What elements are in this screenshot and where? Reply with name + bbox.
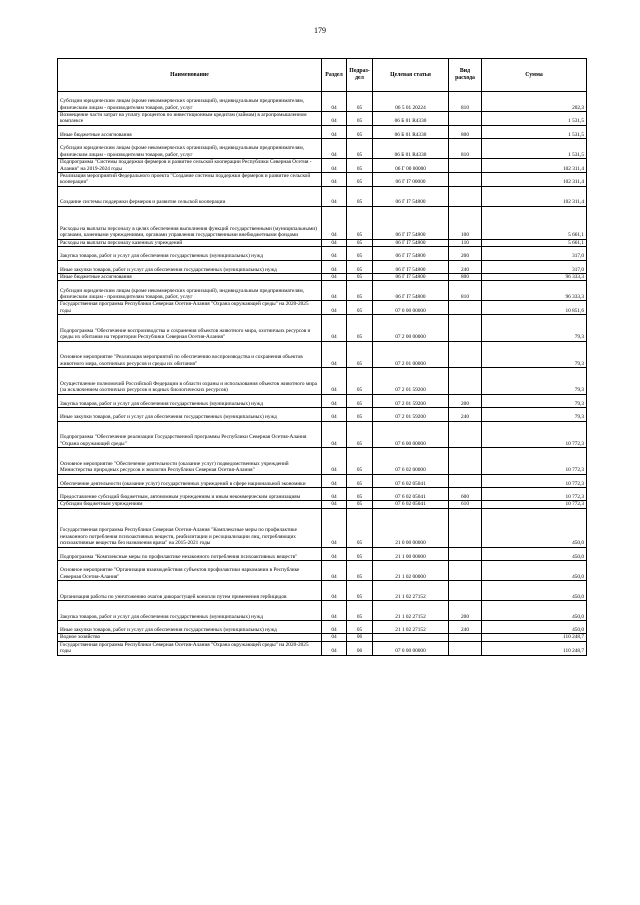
cell-name: Основное мероприятие "Организация взаимодействия субъектов профилактики наркомании в Республике Северная Осетия-Алания" <box>58 561 322 581</box>
cell-target: 06 Г I7 54800 <box>373 186 449 206</box>
cell-expense-type: 200 <box>449 247 482 260</box>
cell-target: 07 2 00 00000 <box>373 315 449 342</box>
cell-section: 04 <box>322 487 347 500</box>
cell-expense-type: 600 <box>449 487 482 500</box>
cell-subsection: 05 <box>347 601 373 621</box>
cell-amount: 317,0 <box>482 260 587 273</box>
cell-expense-type <box>449 112 482 126</box>
cell-subsection: 05 <box>347 581 373 601</box>
cell-expense-type: 100 <box>449 206 482 239</box>
cell-target: 07 2 01 59200 <box>373 394 449 407</box>
cell-subsection: 06 <box>347 634 373 641</box>
cell-name: Подпрограмма "Обеспечение воспроизводства и сохранения объектов животного мира, охотничьих ресурсов и среды их обитания на территории Республики Северная Осетия-Алания" <box>58 315 322 342</box>
table-row <box>58 315 587 342</box>
cell-subsection: 05 <box>347 474 373 487</box>
cell-name: Субсидии юридическим лицам (кроме некоммерческих организаций), индивидуальным предпринимателям, физическим лицам - производителям товаров, работ, услуг <box>58 281 322 301</box>
cell-section: 04 <box>322 634 347 641</box>
cell-name: Подпрограмма "Обеспечение реализации Государственной программы Республики Северная Осетия-Алания "Охрана окружающей среды" <box>58 421 322 448</box>
cell-section: 04 <box>322 508 347 547</box>
table-row <box>58 341 587 368</box>
cell-name: Подпрограмма "Комплексные меры по профилактике незаконного потребления психоактивных веществ" <box>58 547 322 560</box>
cell-amount: 1 531,5 <box>482 139 587 159</box>
cell-expense-type <box>449 301 482 315</box>
cell-amount: 10 772,3 <box>482 474 587 487</box>
table-row <box>58 186 587 206</box>
table-row <box>58 260 587 273</box>
cell-target: 21 1 00 00000 <box>373 547 449 560</box>
table-row <box>58 206 587 239</box>
cell-section: 04 <box>322 112 347 126</box>
cell-name: Водное хозяйство <box>58 634 322 641</box>
cell-amount: 79,3 <box>482 315 587 342</box>
cell-expense-type <box>449 641 482 655</box>
cell-section: 04 <box>322 173 347 187</box>
table-row <box>58 159 587 173</box>
cell-subsection: 05 <box>347 487 373 500</box>
cell-expense-type: 200 <box>449 601 482 621</box>
cell-subsection: 05 <box>347 281 373 301</box>
cell-section: 04 <box>322 159 347 173</box>
cell-subsection: 05 <box>347 301 373 315</box>
table-row <box>58 474 587 487</box>
cell-name: Иные бюджетные ассигнования <box>58 274 322 281</box>
cell-subsection: 06 <box>347 641 373 655</box>
cell-expense-type <box>449 315 482 342</box>
table-row <box>58 281 587 301</box>
cell-target <box>373 634 449 641</box>
cell-amount: 202,3 <box>482 92 587 112</box>
cell-name: Создание системы поддержки фермеров и развитие сельской кооперации <box>58 186 322 206</box>
table-header <box>58 59 587 92</box>
cell-expense-type <box>449 173 482 187</box>
header-amount: Сумма <box>482 59 587 92</box>
cell-expense-type <box>449 341 482 368</box>
table-row <box>58 421 587 448</box>
cell-amount: 110 248,7 <box>482 634 587 641</box>
cell-section: 04 <box>322 274 347 281</box>
cell-target: 06 Г I7 54800 <box>373 281 449 301</box>
table-row <box>58 125 587 138</box>
cell-subsection: 05 <box>347 394 373 407</box>
cell-section: 04 <box>322 581 347 601</box>
cell-section: 04 <box>322 394 347 407</box>
cell-amount: 96 333,3 <box>482 281 587 301</box>
cell-subsection: 05 <box>347 247 373 260</box>
cell-section: 04 <box>322 92 347 112</box>
cell-section: 04 <box>322 315 347 342</box>
cell-section: 04 <box>322 281 347 301</box>
cell-target: 06 Б 01 R4330 <box>373 139 449 159</box>
cell-name: Возмещение части затрат на уплату процентов по инвестиционным кредитам (займам) в агропромышленном комплексе <box>58 112 322 126</box>
cell-section: 04 <box>322 621 347 634</box>
table-row <box>58 581 587 601</box>
cell-subsection: 05 <box>347 159 373 173</box>
cell-target: 06 Г I7 00000 <box>373 173 449 187</box>
cell-target: 07 6 02 05041 <box>373 474 449 487</box>
cell-section: 04 <box>322 206 347 239</box>
cell-subsection: 05 <box>347 448 373 475</box>
cell-expense-type: 610 <box>449 501 482 508</box>
table-row <box>58 301 587 315</box>
cell-subsection: 05 <box>347 621 373 634</box>
cell-expense-type <box>449 547 482 560</box>
cell-target: 06 Б 01 R4330 <box>373 112 449 126</box>
cell-target: 21 1 02 27152 <box>373 621 449 634</box>
header-section: Раздел <box>322 59 347 92</box>
cell-target: 21 1 02 00000 <box>373 561 449 581</box>
table-row <box>58 394 587 407</box>
cell-amount: 450,0 <box>482 581 587 601</box>
cell-expense-type <box>449 561 482 581</box>
cell-section: 04 <box>322 474 347 487</box>
cell-section: 04 <box>322 139 347 159</box>
cell-subsection: 05 <box>347 260 373 273</box>
cell-name: Реализация мероприятий Федерального проекта "Создание системы поддержки фермеров и развитие сельской кооперации" <box>58 173 322 187</box>
cell-target: 07 2 01 59200 <box>373 408 449 421</box>
cell-name: Субсидии юридическим лицам (кроме некоммерческих организаций), индивидуальным предпринимателям, физическим лицам - производителям товаров, работ, услуг <box>58 139 322 159</box>
cell-expense-type: 240 <box>449 260 482 273</box>
cell-amount: 102 311,4 <box>482 159 587 173</box>
cell-name: Расходы на выплаты персоналу в целях обеспечения выполнения функций государственными (муниципальными) органами, казенными учреждениями, органами управления государственными внебюджетными фондами <box>58 206 322 239</box>
cell-target: 06 5 01 20224 <box>373 92 449 112</box>
table-row <box>58 487 587 500</box>
cell-name: Государственная программа Республики Северная Осетия-Алания "Охрана окружающей среды" на 2020-2025 годы <box>58 641 322 655</box>
cell-section: 04 <box>322 125 347 138</box>
table-row <box>58 547 587 560</box>
table-row <box>58 601 587 621</box>
cell-expense-type <box>449 368 482 395</box>
cell-target: 07 6 00 00000 <box>373 421 449 448</box>
cell-section: 04 <box>322 421 347 448</box>
cell-section: 04 <box>322 247 347 260</box>
cell-expense-type: 810 <box>449 281 482 301</box>
cell-amount: 450,0 <box>482 601 587 621</box>
table-row <box>58 112 587 126</box>
cell-expense-type: 810 <box>449 139 482 159</box>
cell-section: 04 <box>322 408 347 421</box>
cell-expense-type: 800 <box>449 274 482 281</box>
cell-name: Закупка товаров, работ и услуг для обеспечения государственных (муниципальных) нужд <box>58 394 322 407</box>
cell-subsection: 05 <box>347 186 373 206</box>
cell-amount: 79,3 <box>482 408 587 421</box>
cell-subsection: 05 <box>347 547 373 560</box>
table-row <box>58 641 587 655</box>
cell-target: 06 Г 00 00000 <box>373 159 449 173</box>
cell-name: Расходы на выплаты персоналу казенных учреждений <box>58 239 322 246</box>
cell-target: 06 Г I7 54800 <box>373 247 449 260</box>
cell-target: 06 Г I7 54800 <box>373 274 449 281</box>
header-target: Целевая статья <box>373 59 449 92</box>
cell-section: 04 <box>322 341 347 368</box>
cell-name: Иные закупки товаров, работ и услуг для обеспечения государственных (муниципальных) нужд <box>58 408 322 421</box>
cell-section: 04 <box>322 547 347 560</box>
cell-subsection: 05 <box>347 92 373 112</box>
cell-target: 06 Г I7 54800 <box>373 260 449 273</box>
cell-subsection: 05 <box>347 125 373 138</box>
cell-target: 07 6 02 00000 <box>373 448 449 475</box>
budget-table <box>57 58 587 656</box>
cell-amount: 10 772,3 <box>482 421 587 448</box>
header-expense-type: Вид расхода <box>449 59 482 92</box>
cell-name: Основное мероприятие "Реализация мероприятий по обеспечению воспроизводства и сохранения объектов животного мира, охотничьих ресурсов и среды их обитания" <box>58 341 322 368</box>
cell-amount: 450,0 <box>482 547 587 560</box>
cell-subsection: 05 <box>347 421 373 448</box>
cell-subsection: 05 <box>347 368 373 395</box>
cell-amount: 102 311,4 <box>482 186 587 206</box>
cell-subsection: 05 <box>347 341 373 368</box>
cell-name: Осуществление полномочий Российской Федерации в области охраны и использования объектов животного мира (за исключением охотничьих ресурсов и водных биологических ресурсов) <box>58 368 322 395</box>
cell-expense-type <box>449 186 482 206</box>
header-subsection: Подраз-дел <box>347 59 373 92</box>
cell-subsection: 05 <box>347 173 373 187</box>
cell-amount: 79,3 <box>482 341 587 368</box>
cell-amount: 5 661,1 <box>482 206 587 239</box>
table-row <box>58 408 587 421</box>
cell-target: 07 0 00 00000 <box>373 641 449 655</box>
cell-section: 04 <box>322 501 347 508</box>
cell-amount: 450,0 <box>482 508 587 547</box>
cell-expense-type <box>449 508 482 547</box>
cell-target: 21 1 02 27152 <box>373 581 449 601</box>
cell-name: Иные закупки товаров, работ и услуг для обеспечения государственных (муниципальных) нужд <box>58 260 322 273</box>
cell-amount: 96 333,3 <box>482 274 587 281</box>
cell-name: Закупка товаров, работ и услуг для обеспечения государственных (муниципальных) нужд <box>58 247 322 260</box>
table-row <box>58 621 587 634</box>
cell-section: 04 <box>322 260 347 273</box>
cell-amount: 450,0 <box>482 561 587 581</box>
cell-target: 07 0 00 00000 <box>373 301 449 315</box>
cell-expense-type <box>449 474 482 487</box>
table-row <box>58 634 587 641</box>
cell-expense-type: 810 <box>449 92 482 112</box>
cell-amount: 10 772,3 <box>482 501 587 508</box>
table-body <box>58 92 587 656</box>
cell-target: 06 Г I7 54800 <box>373 206 449 239</box>
cell-section: 04 <box>322 641 347 655</box>
cell-subsection: 05 <box>347 206 373 239</box>
cell-subsection: 05 <box>347 501 373 508</box>
cell-target: 06 Б 01 R4330 <box>373 125 449 138</box>
cell-name: Обеспечение деятельности (оказание услуг) государственных учреждений в сфере национальной экономики <box>58 474 322 487</box>
cell-name: Закупка товаров, работ и услуг для обеспечения государственных (муниципальных) нужд <box>58 601 322 621</box>
cell-name: Государственная программа Республики Северная Осетия-Алания "Охрана окружающей среды" на 2020-2025 годы <box>58 301 322 315</box>
cell-expense-type <box>449 448 482 475</box>
cell-subsection: 05 <box>347 239 373 246</box>
cell-expense-type: 200 <box>449 394 482 407</box>
cell-subsection: 05 <box>347 274 373 281</box>
cell-target: 21 1 02 27152 <box>373 601 449 621</box>
cell-section: 04 <box>322 561 347 581</box>
table-row <box>58 247 587 260</box>
cell-amount: 5 661,1 <box>482 239 587 246</box>
cell-amount: 10 772,3 <box>482 448 587 475</box>
table-row <box>58 92 587 112</box>
cell-expense-type: 110 <box>449 239 482 246</box>
cell-subsection: 05 <box>347 508 373 547</box>
cell-expense-type <box>449 634 482 641</box>
table-row <box>58 508 587 547</box>
cell-name: Субсидии бюджетным учреждениям <box>58 501 322 508</box>
cell-expense-type <box>449 421 482 448</box>
cell-amount: 102 311,4 <box>482 173 587 187</box>
cell-target: 07 2 01 59200 <box>373 368 449 395</box>
cell-amount: 1 531,5 <box>482 125 587 138</box>
cell-expense-type: 240 <box>449 621 482 634</box>
cell-subsection: 05 <box>347 561 373 581</box>
table-row <box>58 561 587 581</box>
table-row <box>58 173 587 187</box>
cell-amount: 450,0 <box>482 621 587 634</box>
cell-expense-type <box>449 159 482 173</box>
cell-expense-type: 240 <box>449 408 482 421</box>
table-row <box>58 274 587 281</box>
cell-section: 04 <box>322 239 347 246</box>
table-row <box>58 139 587 159</box>
cell-name: Организация работы по уничтожению очагов дикорастущей конопли путем применения гербицидов <box>58 581 322 601</box>
cell-amount: 317,0 <box>482 247 587 260</box>
cell-target: 07 6 02 05041 <box>373 487 449 500</box>
cell-name: Иные бюджетные ассигнования <box>58 125 322 138</box>
cell-section: 04 <box>322 186 347 206</box>
table-row <box>58 368 587 395</box>
cell-expense-type <box>449 581 482 601</box>
table-row <box>58 501 587 508</box>
cell-section: 04 <box>322 601 347 621</box>
header-name: Наименование <box>58 59 322 92</box>
cell-target: 06 Г I7 54800 <box>373 239 449 246</box>
cell-amount: 110 248,7 <box>482 641 587 655</box>
cell-name: Иные закупки товаров, работ и услуг для обеспечения государственных (муниципальных) нужд <box>58 621 322 634</box>
table-row <box>58 448 587 475</box>
cell-target: 21 0 00 00000 <box>373 508 449 547</box>
cell-section: 04 <box>322 301 347 315</box>
cell-amount: 1 531,5 <box>482 112 587 126</box>
cell-section: 04 <box>322 368 347 395</box>
cell-amount: 79,3 <box>482 368 587 395</box>
cell-name: Предоставление субсидий бюджетным, автономным учреждениям и иным некоммерческим организациям <box>58 487 322 500</box>
cell-subsection: 05 <box>347 112 373 126</box>
cell-section: 04 <box>322 448 347 475</box>
table-row <box>58 239 587 246</box>
cell-name: Подпрограмма "Системы поддержки фермеров и развитие сельской кооперации Республики Северная Осетия - Алания" на 2019-2024 годы <box>58 159 322 173</box>
cell-amount: 79,3 <box>482 394 587 407</box>
cell-name: Государственная программа Республики Северная Осетия-Алания "Комплексные меры по профилактике незаконного потребления психоактивных веществ, реабилитации и ресоциализации лиц, потребляющих психоактивные вещества без назначения врача" на 2015-2021 годы <box>58 508 322 547</box>
cell-expense-type: 800 <box>449 125 482 138</box>
cell-name: Основное мероприятие "Обеспечение деятельности (оказание услуг) подведомственных учреждений Министерства природных ресурсов и экологии Республики Северная Осетия-Алания" <box>58 448 322 475</box>
cell-subsection: 05 <box>347 139 373 159</box>
cell-amount: 10 772,3 <box>482 487 587 500</box>
cell-target: 07 6 02 05041 <box>373 501 449 508</box>
cell-target: 07 2 01 00000 <box>373 341 449 368</box>
cell-name: Субсидии юридическим лицам (кроме некоммерческих организаций), индивидуальным предпринимателям, физическим лицам - производителям товаров, работ, услуг <box>58 92 322 112</box>
page-number: 179 <box>314 26 326 35</box>
cell-amount: 10 851,6 <box>482 301 587 315</box>
cell-subsection: 05 <box>347 408 373 421</box>
cell-subsection: 05 <box>347 315 373 342</box>
